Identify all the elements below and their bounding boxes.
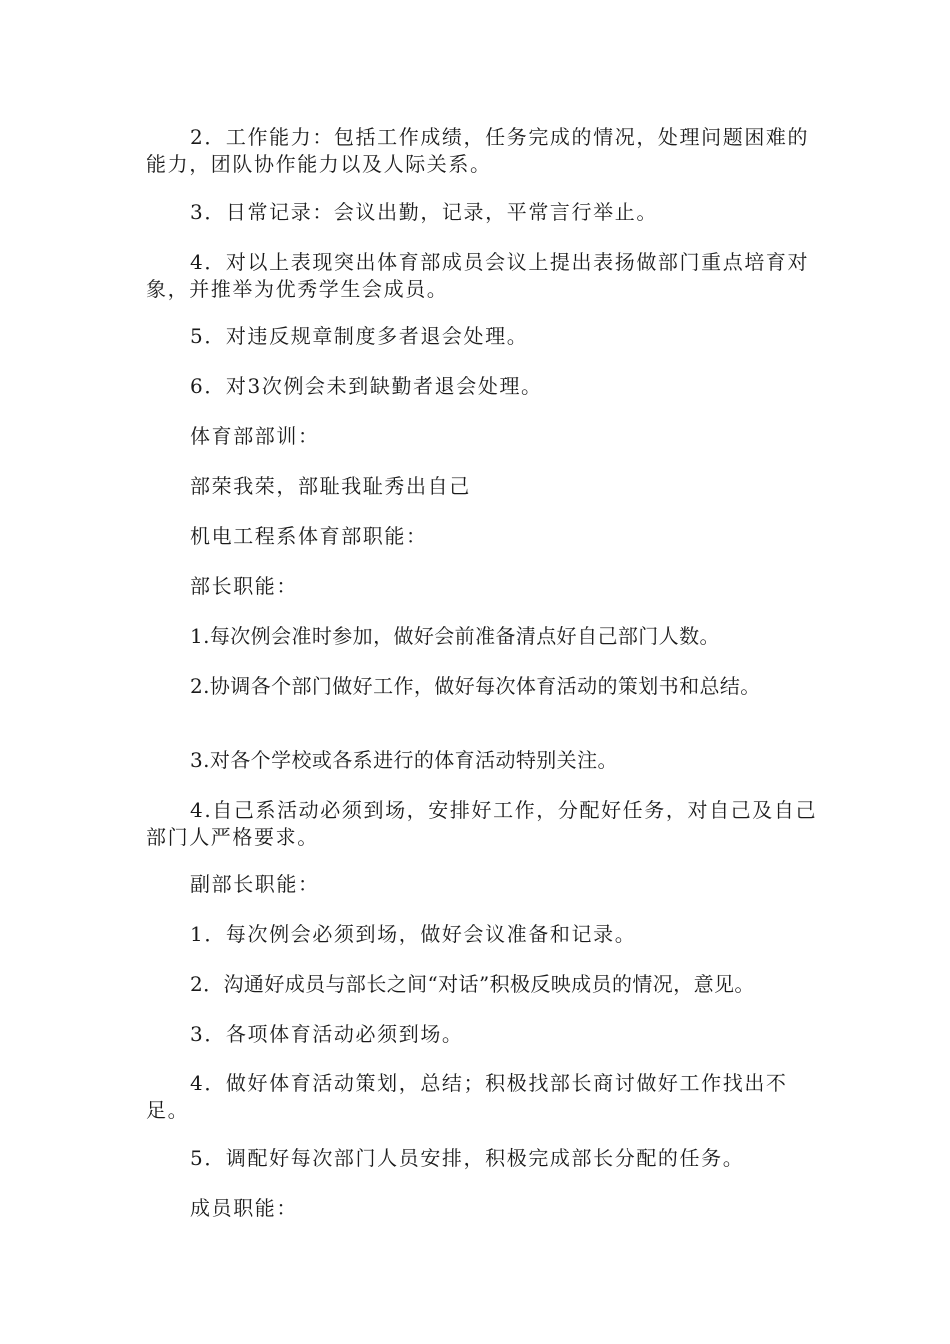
paragraph-minister-4: 4.自己系活动必须到场，安排好工作，分配好任务，对自己及自己部门人严格要求。 — [146, 798, 818, 849]
paragraph-vice-heading: 副部长职能： — [190, 872, 320, 896]
paragraph-vice-2: 2．沟通好成员与部长之间“对话”积极反映成员的情况，意见。 — [190, 972, 755, 996]
paragraph-minister-2: 2.协调各个部门做好工作，做好每次体育活动的策划书和总结。 — [190, 674, 761, 698]
paragraph-vice-1: 1．每次例会必须到场，做好会议准备和记录。 — [190, 922, 637, 946]
paragraph-vice-3: 3．各项体育活动必须到场。 — [190, 1022, 464, 1046]
paragraph-vice-4: 4．做好体育活动策划，总结；积极找部长商讨做好工作找出不足。 — [146, 1071, 788, 1122]
paragraph-member-heading: 成员职能： — [190, 1196, 298, 1220]
paragraph-motto: 部荣我荣，部耻我耻秀出自己 — [190, 474, 471, 498]
paragraph-minister-heading: 部长职能： — [190, 574, 298, 598]
paragraph-minister-3: 3.对各个学校或各系进行的体育活动特别关注。 — [190, 748, 618, 772]
paragraph-motto-heading: 体育部部训： — [190, 424, 320, 448]
paragraph-absence: 6．对3次例会未到缺勤者退会处理。 — [190, 374, 543, 398]
paragraph-daily-record: 3．日常记录：会议出勤，记录，平常言行举止。 — [190, 200, 658, 224]
paragraph-violation: 5．对违反规章制度多者退会处理。 — [190, 324, 529, 348]
paragraph-functions-heading: 机电工程系体育部职能： — [190, 524, 428, 548]
paragraph-vice-5: 5．调配好每次部门人员安排，积极完成部长分配的任务。 — [190, 1146, 745, 1170]
paragraph-work-ability: 2．工作能力：包括工作成绩，任务完成的情况，处理问题困难的能力，团队协作能力以及人际关系。 — [146, 125, 810, 176]
paragraph-commendation: 4．对以上表现突出体育部成员会议上提出表扬做部门重点培育对象，并推举为优秀学生会成员。 — [146, 250, 810, 301]
paragraph-minister-1: 1.每次例会准时参加，做好会前准备清点好自己部门人数。 — [190, 624, 720, 648]
